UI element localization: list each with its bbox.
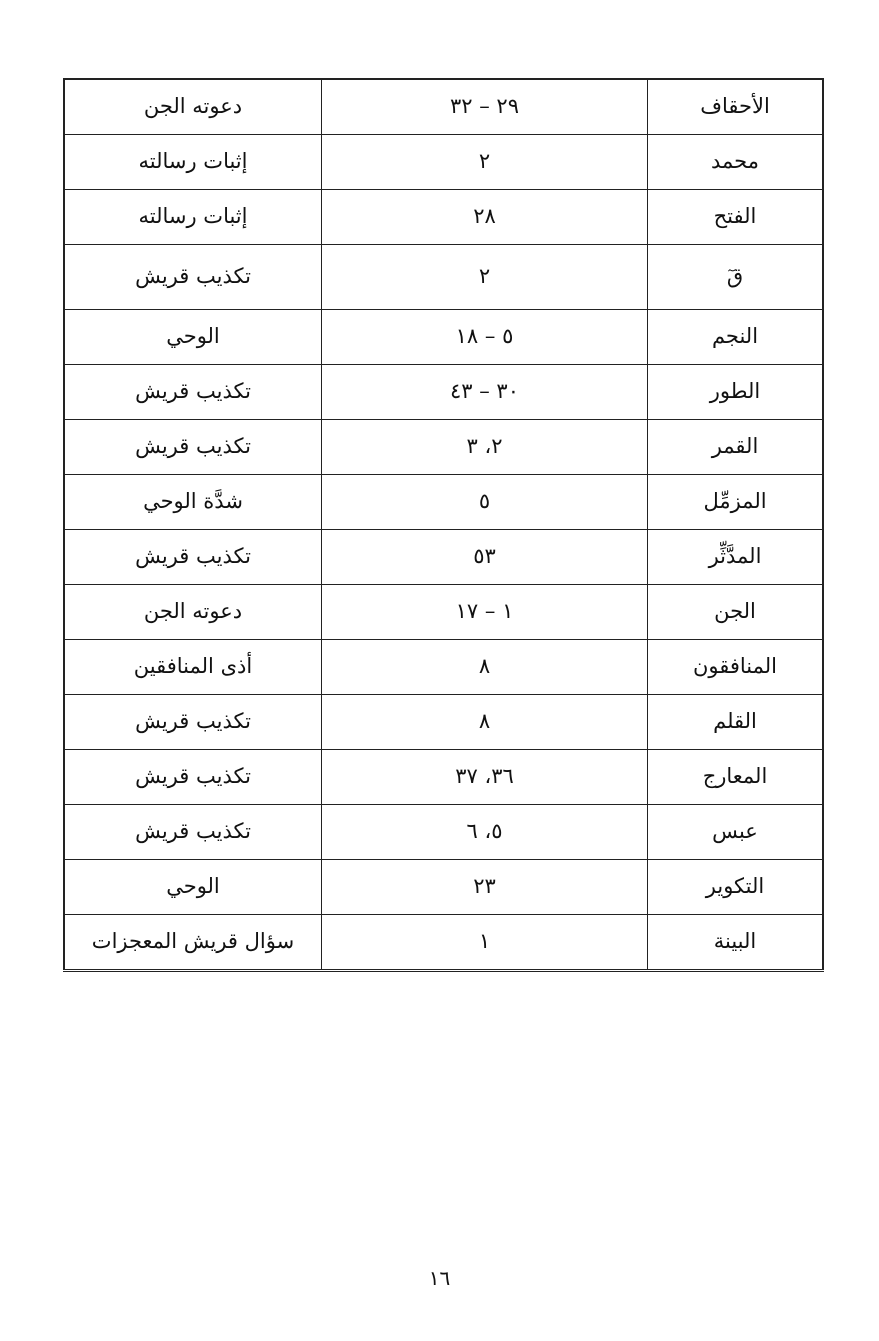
table-row — [64, 750, 823, 805]
surah-cell: الجن — [648, 585, 824, 640]
topic-cell: الوحي — [64, 310, 322, 365]
table-row — [64, 475, 823, 530]
topic-cell: تكذيب قريش — [64, 245, 322, 310]
surah-cell: القلم — [648, 695, 824, 750]
ayah-cell: ٢٩ – ٣٢ — [322, 79, 648, 135]
surah-cell: المنافقون — [648, 640, 824, 695]
surah-cell: البينة — [648, 915, 824, 971]
table-row — [64, 695, 823, 750]
topic-cell: تكذيب قريش — [64, 530, 322, 585]
table-row — [64, 805, 823, 860]
topic-cell: تكذيب قريش — [64, 695, 322, 750]
surah-cell: عبس — [648, 805, 824, 860]
table-row — [64, 530, 823, 585]
topic-cell: سؤال قريش المعجزات — [64, 915, 322, 971]
surah-cell: الأحقاف — [648, 79, 824, 135]
ayah-cell: ٨ — [322, 640, 648, 695]
surah-cell: المزمِّل — [648, 475, 824, 530]
surah-cell: التكوير — [648, 860, 824, 915]
topic-cell: إثبات رسالته — [64, 190, 322, 245]
table-row — [64, 915, 823, 971]
topic-cell: تكذيب قريش — [64, 805, 322, 860]
surah-cell: محمد — [648, 135, 824, 190]
ayah-cell: ٣٠ – ٤٣ — [322, 365, 648, 420]
topic-cell: دعوته الجن — [64, 585, 322, 640]
table-row — [64, 365, 823, 420]
topic-cell: إثبات رسالته — [64, 135, 322, 190]
ayah-cell: ٥ – ١٨ — [322, 310, 648, 365]
surah-cell: المدَّثِّر — [648, 530, 824, 585]
table-row — [64, 245, 823, 310]
table-row — [64, 420, 823, 475]
surah-cell: الفتح — [648, 190, 824, 245]
topic-cell: تكذيب قريش — [64, 420, 322, 475]
ayah-cell: ٥٣ — [322, 530, 648, 585]
table-row — [64, 79, 823, 135]
ayah-cell: ٣٦، ٣٧ — [322, 750, 648, 805]
table-row — [64, 190, 823, 245]
table-body — [64, 79, 823, 971]
table-row — [64, 640, 823, 695]
surah-cell: النجم — [648, 310, 824, 365]
ayah-cell: ٢ — [322, 135, 648, 190]
topic-cell: تكذيب قريش — [64, 365, 322, 420]
ayah-cell: ١ – ١٧ — [322, 585, 648, 640]
surah-cell: القمر — [648, 420, 824, 475]
topic-cell: شدَّة الوحي — [64, 475, 322, 530]
topic-cell: الوحي — [64, 860, 322, 915]
table-row — [64, 135, 823, 190]
reference-table — [63, 78, 824, 972]
ayah-cell: ١ — [322, 915, 648, 971]
topic-cell: أذى المنافقين — [64, 640, 322, 695]
ayah-cell: ٢٣ — [322, 860, 648, 915]
page-number: ١٦ — [428, 1266, 451, 1290]
ayah-cell: ٢٨ — [322, 190, 648, 245]
table-row — [64, 310, 823, 365]
ayah-cell: ٨ — [322, 695, 648, 750]
topic-cell: تكذيب قريش — [64, 750, 322, 805]
surah-cell: قٓ — [648, 245, 824, 310]
table-row — [64, 860, 823, 915]
ayah-cell: ٢ — [322, 245, 648, 310]
surah-cell: الطور — [648, 365, 824, 420]
topic-cell: دعوته الجن — [64, 79, 322, 135]
surah-cell: المعارج — [648, 750, 824, 805]
table-row — [64, 585, 823, 640]
ayah-cell: ٢، ٣ — [322, 420, 648, 475]
ayah-cell: ٥ — [322, 475, 648, 530]
ayah-cell: ٥، ٦ — [322, 805, 648, 860]
